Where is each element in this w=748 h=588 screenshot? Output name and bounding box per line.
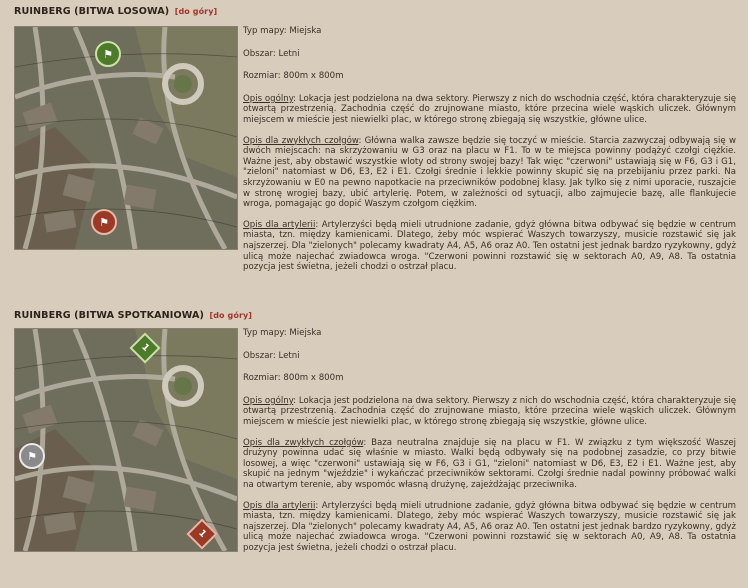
artillery-label: Opis dla artylerii: [243, 219, 316, 230]
tanks-description: [243, 136, 736, 210]
map-description: [243, 26, 736, 283]
green-base-marker-icon: ⚑: [95, 41, 121, 67]
red-spawn-marker-icon: 1: [186, 518, 217, 549]
general-label: Opis ogólny: [243, 395, 294, 406]
tanks-text: : Baza neutralna znajduje się na placu w F1. W związku z tym większość Waszej drużyny powinna udać się właśnie w miasto. Walki będą odbywały się na podobnej zasadzie, co przy bitwie losowej, a więc "czerwoni" ustawiają się w F6, G3 i G1, "zieloni" natomiast w D6, E3, E2 i E1. Ważne jest, aby skupić na jednym "wjeździe" i wykańczać przeciwników sektorami. Czołgi średnie nadal powinny próbować walki na otwartym terenie, aby wspomóc własną drużynę, zajeżdżając przeciwnika.: [243, 437, 737, 490]
map-size: Rozmiar: 800m x 800m: [243, 71, 344, 82]
tanks-description: [243, 438, 736, 491]
section-title-text: RUINBERG (BITWA SPOTKANIOWA): [14, 310, 204, 321]
artillery-text: : Artylerzyści będą mieli utrudnione zadanie, gdyż główna bitwa odbywać się będzie w centrum miasta, tzn. między kamienicami. Dlatego, żeby móc wspierać Waszych towarzyszy, musicie rozstawić się jak najszerzej. Dla "zielonych" polecamy kwadraty A4, A5, A6 oraz A0. Ten ostatni jest jednak bardzo ryzykowny, gdyż ulicą może najechać zwiadowca wroga. "Czerwoni powinni rozstawić się w sektorach A0, A9, A8. Ta ostatnia pozycja jest świetna, jeżeli chodzi o ostrzał placu.: [243, 219, 736, 273]
section-title: [14, 6, 736, 17]
map-section-encounter: [14, 310, 737, 553]
artillery-description: [243, 501, 736, 554]
artillery-text: : Artylerzyści będą mieli utrudnione zadanie, gdyż główna bitwa odbywać się będzie w centrum miasta, tzn. między kamienicami. Dlatego, żeby móc wspierać Waszych towarzyszy, musicie rozstawić się jak najszerzej. Dla "zielonych" polecamy kwadraty A4, A5, A6 oraz A0. Ten ostatni jest jednak bardzo ryzykowny, gdyż ulicą może najechać zwiadowca wroga. "Czerwoni powinni rozstawić się w sektorach A0, A9, A8. Ta ostatnia pozycja jest świetna, jeżeli chodzi o ostrzał placu.: [243, 500, 736, 553]
map-type: Typ mapy: Miejska: [243, 26, 322, 36]
map-type: Typ mapy: Miejska: [243, 328, 322, 338]
general-text: : Lokacja jest podzielona na dwa sektory. Pierwszy z nich do wschodnia część, która charakteryzuje się otwartą przestrzenią. Zachodnia część do zrujnowane miasto, które przecina wiele wąskich uliczek. Głównym miejscem w mieście jest niewielki plac, w którego stronę zbiegają się wszystkie, główne ulice.: [243, 395, 736, 427]
artillery-label: Opis dla artylerii: [243, 500, 316, 511]
general-description: [243, 94, 736, 126]
tanks-label: Opis dla zwykłych czołgów: [243, 135, 359, 146]
map-size: Rozmiar: 800m x 800m: [243, 373, 344, 384]
back-to-top-link[interactable]: [do góry]: [209, 311, 253, 320]
general-label: Opis ogólny: [243, 93, 294, 104]
red-base-marker-icon: ⚑: [91, 209, 117, 235]
map-area: Obszar: Letni: [243, 48, 300, 59]
map-section-random: [14, 6, 736, 273]
map-description: [243, 328, 736, 564]
general-description: [243, 396, 736, 428]
back-to-top-link[interactable]: [do góry]: [174, 7, 218, 16]
map-image: [14, 26, 238, 250]
artillery-description: [243, 220, 736, 273]
tanks-text: : Główna walka zawsze będzie się toczyć w mieście. Starcia zazwyczaj odbywają się w dwóch miejscach: na skrzyżowaniu w G3 oraz na placu w F1. To w te miejsca powinny podążyć czołgi ciężkie. Ważne jest, aby obstawić wszystkie wloty od strony swojej bazy! Tak więc "czerwoni" ustawiają się w F6, G3 i G1, "zieloni" natomiast w D6, E3, E2 i E1. Czołgi średnie i lekkie powinny skupić się na przebijaniu przez parki. Na skrzyżowaniu w E0 na pewno napotkacie na przeciwników podobnej klasy. Jak tylko się z nimi uporacie, ruszajcie w stronę wrogiej bazy, ubić artylerię. Potem, w zależności od sytuacji, albo zajmujecie bazę, alle flankujecie wroga, pomagając go dopić Waszym czołgom ciężkim.: [243, 135, 736, 210]
section-title-text: RUINBERG (BITWA LOSOWA): [14, 6, 170, 17]
section-title: [14, 310, 736, 321]
general-text: : Lokacja jest podzielona na dwa sektory. Pierwszy z nich do wschodnia część, która charakteryzuje się otwartą przestrzenią. Zachodnia część do zrujnowane miasto, które przecina wiele wąskich uliczek. Głównym miejscem w mieście jest niewielki plac, w którego stronę zbiegają się wszystkie, główne ulice.: [243, 93, 736, 125]
neutral-base-marker-icon: ⚑: [19, 443, 45, 469]
tanks-label: Opis dla zwykłych czołgów: [243, 437, 364, 448]
map-area: Obszar: Letni: [243, 350, 300, 361]
map-image: [14, 328, 238, 552]
green-spawn-marker-icon: 1: [129, 332, 160, 363]
